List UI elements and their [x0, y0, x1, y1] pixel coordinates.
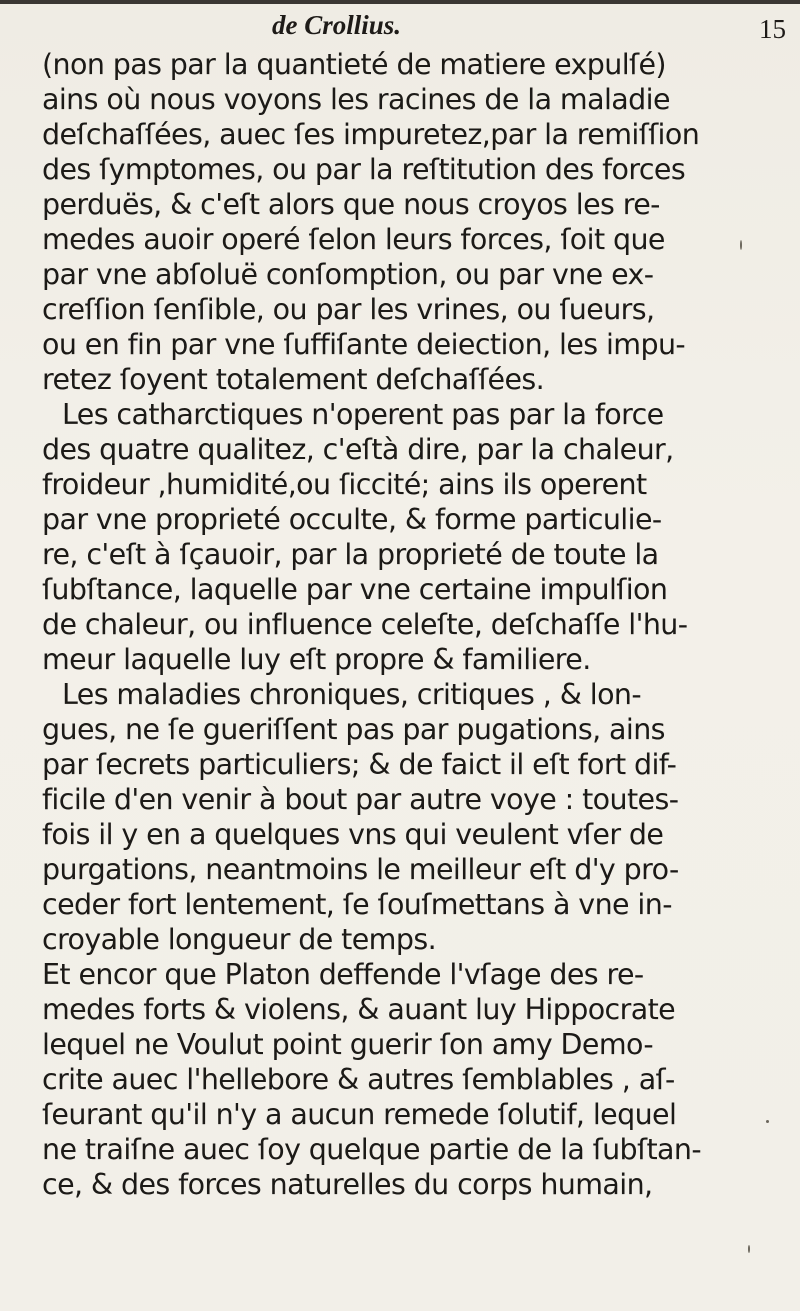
text-line: Les catharctiques n'operent pas par la force: [62, 398, 664, 431]
text-line: ficile d'en venir à bout par autre voye : toutes-: [42, 783, 679, 816]
text-line: ce, & des forces naturelles du corps humain,: [42, 1168, 653, 1201]
text-line: par vne abſoluë conſomption, ou par vne ex-: [42, 258, 654, 291]
text-line: Et encor que Platon deffende l'vſage des re-: [42, 958, 644, 991]
text-line: ains où nous voyons les racines de la maladie: [42, 83, 670, 116]
text-line: ou en fin par vne ſuffiſante deiection, les impu-: [42, 328, 686, 361]
text-line: gues, ne ſe gueriſſent pas par pugations, ains: [42, 713, 665, 746]
text-line: purgations, neantmoins le meilleur eſt d'y pro-: [42, 853, 679, 886]
text-line: des ſymptomes, ou par la reſtitution des forces: [42, 153, 686, 186]
text-line: Les maladies chroniques, critiques , & lon-: [62, 678, 642, 711]
page-number: 15: [759, 14, 786, 44]
paper-speck: [766, 1120, 769, 1123]
text-line: ſeurant qu'il n'y a aucun remede ſolutif, lequel: [42, 1098, 677, 1131]
text-line: (non pas par la quantieté de matiere expulſé): [42, 48, 666, 81]
text-line: froideur ,humidité,ou ſiccité; ains ils operent: [42, 468, 647, 501]
text-line: creſſion ſenſible, ou par les vrines, ou ſueurs,: [42, 293, 655, 326]
paper-speck: [740, 240, 742, 250]
text-line: medes auoir operé ſelon leurs forces, ſoit que: [42, 223, 665, 256]
running-head: [0, 8, 800, 42]
text-line: croyable longueur de temps.: [42, 923, 437, 956]
paper-speck: [748, 1245, 750, 1253]
text-line: fois il y en a quelques vns qui veulent vſer de: [42, 818, 664, 851]
text-line: par vne proprieté occulte, & forme particulie-: [42, 503, 662, 536]
text-line: medes forts & violens, & auant luy Hippocrate: [42, 993, 676, 1026]
page-top-edge: [0, 0, 800, 4]
text-line: meur laquelle luy eſt propre & familiere.: [42, 643, 591, 676]
text-line: ſubſtance, laquelle par vne certaine impulſion: [42, 573, 668, 606]
text-line: retez ſoyent totalement deſchaſſées.: [42, 363, 545, 396]
text-line: de chaleur, ou influence celeſte, deſchaſſe l'hu-: [42, 608, 688, 641]
text-line: perduës, & c'eſt alors que nous croyos les re-: [42, 188, 660, 221]
running-title: de Crollius.: [272, 10, 402, 40]
text-line: des quatre qualitez, c'eſtà dire, par la chaleur,: [42, 433, 674, 466]
text-line: crite auec l'hellebore & autres ſemblables , aſ-: [42, 1063, 675, 1096]
text-line: re, c'eſt à ſçauoir, par la proprieté de toute la: [42, 538, 659, 571]
text-line: par ſecrets particuliers; & de faict il eſt fort dif-: [42, 748, 677, 781]
text-line: lequel ne Voulut point guerir ſon amy Demo-: [42, 1028, 654, 1061]
text-line: ne traiſne auec ſoy quelque partie de la ſubſtan-: [42, 1133, 702, 1166]
text-line: ceder fort lentement, ſe ſouſmettans à vne in-: [42, 888, 672, 921]
text-line: deſchaſſées, auec ſes impuretez,par la remiſſion: [42, 118, 700, 151]
